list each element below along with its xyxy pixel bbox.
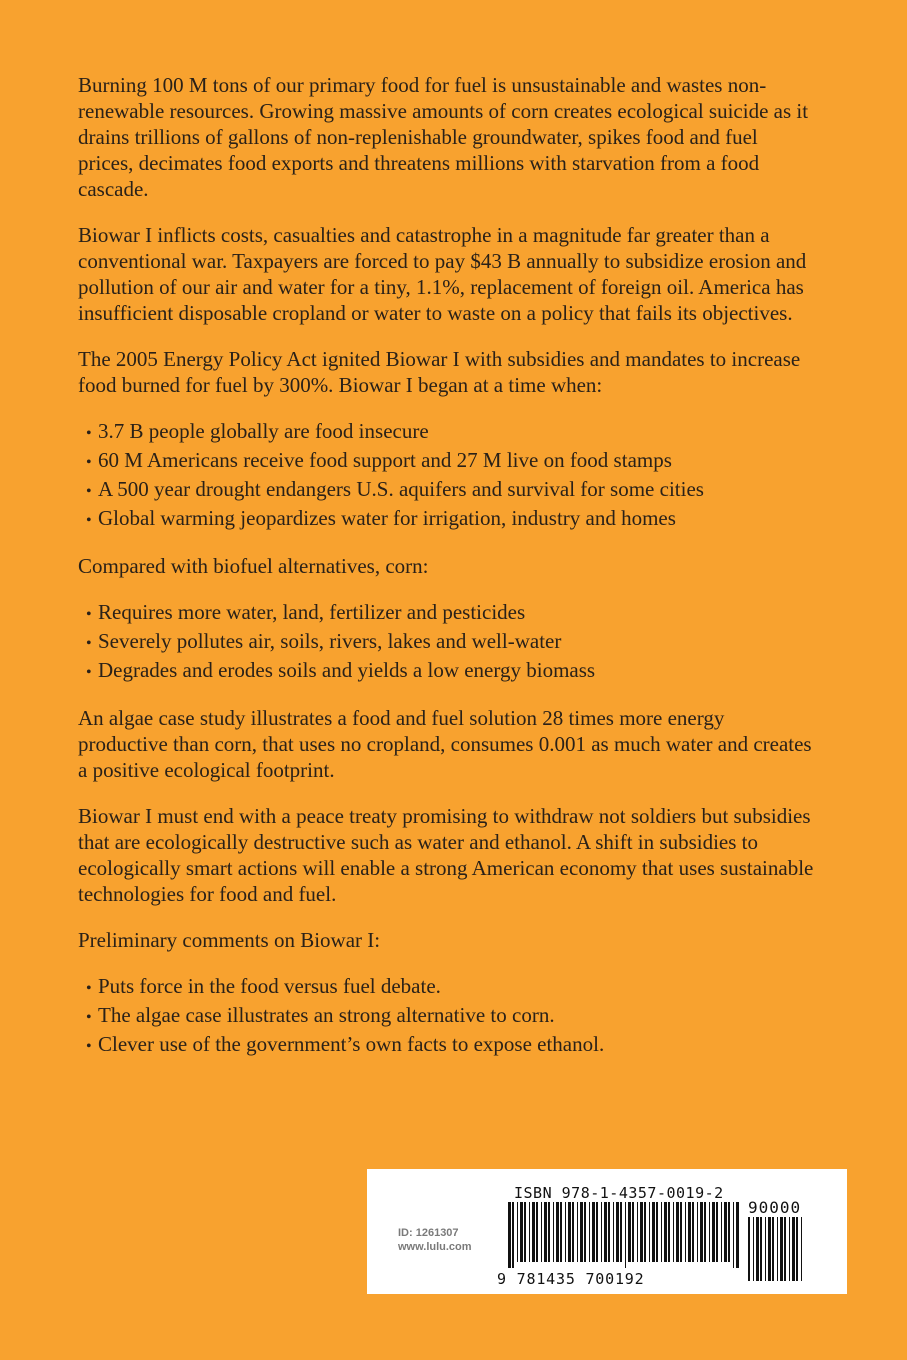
barcode-bar <box>700 1202 703 1262</box>
barcode-bar <box>640 1202 643 1262</box>
paragraph-algae: An algae case study illustrates a food and fuel solution 28 times more energy productive than corn, that uses no cropland, consumes 0.001 as much water and creates a positive ecological footprint. <box>78 706 812 782</box>
barcode-bar <box>541 1202 542 1262</box>
barcode-bar <box>673 1202 674 1262</box>
barcode-bar <box>628 1202 631 1262</box>
bullet-glyph: • <box>86 664 92 681</box>
bullet-glyph: • <box>86 483 92 500</box>
barcode-bar <box>765 1217 766 1281</box>
barcode-bar <box>580 1202 583 1262</box>
paragraph-comments: Preliminary comments on Biowar I: <box>78 928 381 952</box>
barcode-bar <box>777 1217 778 1281</box>
barcode-bar <box>560 1202 562 1262</box>
paragraph-energy-act: The 2005 Energy Policy Act ignited Biowar I with subsidies and mandates to increase food burned for fuel by 300%. Biowar I began at a time when: <box>78 347 801 397</box>
barcode-bar <box>801 1217 802 1281</box>
list-item: • 3.7 B people globally are food insecure <box>86 418 818 447</box>
barcode-bar <box>733 1202 734 1268</box>
barcode-bar <box>676 1202 679 1262</box>
list-item: • Clever use of the government’s own facts to expose ethanol. <box>86 1031 818 1060</box>
barcode-bar <box>632 1202 634 1262</box>
barcode-bar <box>704 1202 706 1262</box>
bullet-list-corn <box>78 599 818 686</box>
barcode-bar <box>709 1202 710 1262</box>
bullet-glyph: • <box>86 512 92 529</box>
barcode-bar <box>772 1217 774 1281</box>
barcode-bar <box>604 1202 607 1262</box>
barcode-bar <box>736 1202 739 1268</box>
barcode-bar <box>721 1202 722 1262</box>
barcode-bar <box>536 1202 538 1262</box>
barcode-bar <box>517 1202 518 1262</box>
barcode-bar <box>649 1202 650 1262</box>
barcode-bar <box>748 1217 750 1281</box>
barcode-bar <box>712 1202 715 1262</box>
barcode-bar <box>760 1217 762 1281</box>
barcode-bar <box>508 1202 511 1268</box>
list-item: • Puts force in the food versus fuel debate. <box>86 973 818 1002</box>
barcode-bar <box>784 1217 786 1281</box>
barcode-bar <box>724 1202 727 1262</box>
barcode-bar <box>613 1202 614 1262</box>
supplement-code: 90000 <box>748 1198 802 1217</box>
bullet-glyph: • <box>86 1038 92 1055</box>
list-item: • Global warming jeopardizes water for irrigation, industry and homes <box>86 505 818 534</box>
lulu-id: ID: 1261307 <box>398 1227 459 1239</box>
list-item: • Severely pollutes air, soils, rivers, lakes and well-water <box>86 628 818 657</box>
paragraph-costs: Biowar I inflicts costs, casualties and catastrophe in a magnitude far greater than a conventional war. Taxpayers are forced to pay $43 B annually to subsidize erosion and pollution of our air and water for a tiny, 1.1%, replacement of foreign oil. America has insufficient disposable cropland or water to waste on a policy that fails its objectives. <box>78 223 807 325</box>
barcode-bar <box>664 1202 667 1262</box>
barcode-bar <box>565 1202 566 1262</box>
barcode-bar <box>756 1217 759 1281</box>
paragraph-intro: Burning 100 M tons of our primary food for fuel is unsustainable and wastes non-renewable resources. Growing massive amounts of corn creates ecological suicide as it drains trillions of gallons of non-replenishable groundwater, spikes food and fuel prices, decimates food exports and threatens millions with starvation from a food cascade. <box>78 73 809 201</box>
barcode-bar <box>680 1202 682 1262</box>
barcode-bar <box>601 1202 602 1262</box>
barcode-bar <box>524 1202 526 1262</box>
bullet-list-conditions <box>78 418 818 534</box>
barcode-bar <box>697 1202 698 1262</box>
list-item: • The algae case illustrates an strong alternative to corn. <box>86 1002 818 1031</box>
barcode-bar <box>668 1202 670 1262</box>
list-item: • A 500 year drought endangers U.S. aquifers and survival for some cities <box>86 476 818 505</box>
barcode-bar <box>548 1202 550 1262</box>
barcode-bar <box>625 1202 626 1268</box>
barcode-bar <box>520 1202 523 1262</box>
barcode-bar <box>584 1202 586 1262</box>
lulu-url: www.lulu.com <box>398 1241 472 1253</box>
barcode-bar <box>568 1202 571 1262</box>
barcode-bar <box>553 1202 554 1262</box>
isbn-label: ISBN 978-1-4357-0019-2 <box>514 1184 724 1202</box>
barcode-bar <box>656 1202 658 1262</box>
barcode-bar <box>556 1202 559 1262</box>
bullet-list-comments <box>78 973 818 1060</box>
barcode-bar <box>592 1202 595 1262</box>
paragraph-compared: Compared with biofuel alternatives, corn: <box>78 554 429 578</box>
bullet-glyph: • <box>86 1009 92 1026</box>
barcode-bar <box>512 1202 514 1268</box>
isbn-barcode-box <box>367 1169 847 1294</box>
barcode-bar <box>753 1217 754 1281</box>
barcode-bar <box>789 1217 790 1281</box>
barcode-bar <box>685 1202 686 1262</box>
ean-barcode <box>508 1202 740 1268</box>
paragraph-peace: Biowar I must end with a peace treaty promising to withdraw not soldiers but subsidies that are ecologically destructive such as water and ethanol. A shift in subsidies to ecologically smart actions will enable a strong American economy that uses sustainable technologies for food and fuel. <box>78 804 814 906</box>
barcode-bar <box>652 1202 655 1262</box>
bullet-glyph: • <box>86 454 92 471</box>
barcode-bar <box>529 1202 530 1262</box>
lulu-imprint <box>398 1226 472 1254</box>
barcode-bar <box>572 1202 574 1262</box>
barcode-bar <box>644 1202 646 1262</box>
barcode-bar <box>661 1202 662 1262</box>
barcode-bar <box>608 1202 610 1262</box>
bullet-glyph: • <box>86 635 92 652</box>
blurb-text <box>78 72 818 1079</box>
barcode-bar <box>532 1202 535 1262</box>
barcode-bar <box>692 1202 694 1262</box>
bullet-glyph: • <box>86 425 92 442</box>
barcode-bar <box>620 1202 622 1262</box>
barcode-bar <box>596 1202 598 1262</box>
list-item: • Degrades and erodes soils and yields a low energy biomass <box>86 657 818 686</box>
barcode-bar <box>792 1217 795 1281</box>
barcode-bar <box>728 1202 730 1262</box>
barcode-bar <box>688 1202 691 1262</box>
barcode-bar <box>589 1202 590 1262</box>
barcode-bar <box>716 1202 718 1262</box>
barcode-bar <box>544 1202 547 1262</box>
barcode-bar <box>616 1202 619 1262</box>
barcode-bar <box>637 1202 638 1262</box>
list-item: • 60 M Americans receive food support and 27 M live on food stamps <box>86 447 818 476</box>
list-item: • Requires more water, land, fertilizer and pesticides <box>86 599 818 628</box>
supplement-barcode <box>748 1217 806 1287</box>
barcode-bar <box>780 1217 783 1281</box>
bullet-glyph: • <box>86 606 92 623</box>
barcode-bar <box>796 1217 798 1281</box>
barcode-bar <box>768 1217 771 1281</box>
bullet-glyph: • <box>86 980 92 997</box>
ean-digits: 9 781435 700192 <box>497 1270 645 1288</box>
barcode-bar <box>577 1202 578 1262</box>
